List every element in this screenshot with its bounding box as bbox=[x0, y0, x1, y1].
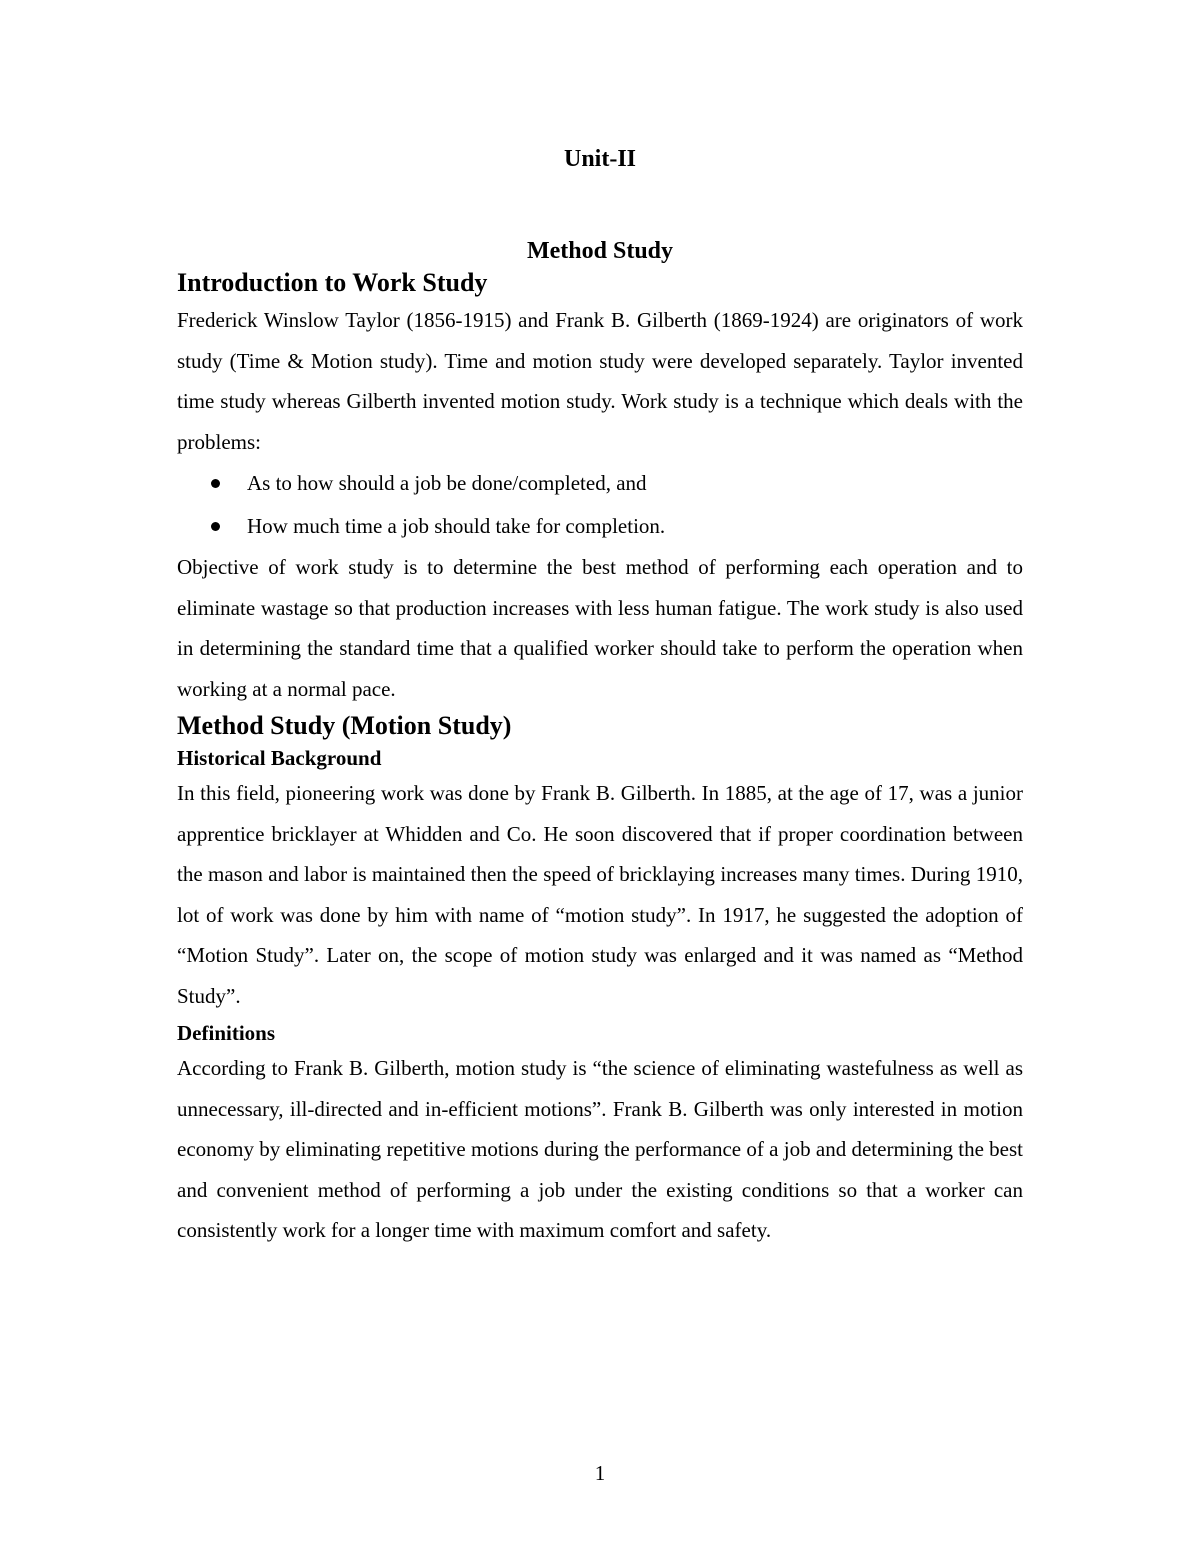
paragraph-work-study-objective: Objective of work study is to determine the best method of performing each operation and to eliminate wastage so that production increases with less human fatigue. The work study is also used in determining the standard time that a qualified worker should take to perform the operation when working at a normal pace. bbox=[177, 555, 1023, 701]
list-item bbox=[177, 505, 1023, 548]
paragraph-historical-background: In this field, pioneering work was done by Frank B. Gilberth. In 1885, at the age of 17, was a junior apprentice bricklayer at Whidden and Co. He soon discovered that if proper coordination between the mason and labor is maintained then the speed of bricklaying increases many times. During 1910, lot of work was done by him with name of “motion study”. In 1917, he suggested the adoption of “Motion Study”. Later on, the scope of motion study was enlarged and it was named as “Method Study”. bbox=[177, 781, 1023, 1008]
subheading-definitions: Definitions bbox=[177, 1021, 276, 1045]
paragraph-definitions: According to Frank B. Gilberth, motion study is “the science of eliminating wastefulness as well as unnecessary, ill-directed and in-efficient motions”. Frank B. Gilberth was only interested in motion economy by eliminating repetitive motions during the performance of a job and determining the best and convenient method of performing a job under the existing conditions so that a worker can consistently work for a longer time with maximum comfort and safety. bbox=[177, 1056, 1023, 1242]
page-number: 1 bbox=[594, 1461, 606, 1485]
subheading-historical-background: Historical Background bbox=[177, 746, 382, 770]
list-item bbox=[177, 462, 1023, 505]
section-heading-method-study: Method Study (Motion Study) bbox=[177, 711, 512, 740]
list-item-text: How much time a job should take for completion. bbox=[247, 513, 666, 538]
document-title: Method Study bbox=[526, 238, 674, 264]
section-heading-work-study: Introduction to Work Study bbox=[177, 268, 488, 297]
paragraph-work-study-intro: Frederick Winslow Taylor (1856-1915) and Frank B. Gilberth (1869-1924) are originators of work study (Time & Motion study). Time and motion study were developed separately. Taylor invented time study whereas Gilberth invented motion study. Work study is a technique which deals with the problems: bbox=[177, 308, 1023, 454]
bullet-list bbox=[177, 462, 1023, 547]
bullet-icon bbox=[211, 522, 220, 531]
unit-title: Unit-II bbox=[563, 146, 636, 172]
list-item-text: As to how should a job be done/completed, and bbox=[247, 471, 647, 495]
bullet-icon bbox=[211, 479, 220, 488]
